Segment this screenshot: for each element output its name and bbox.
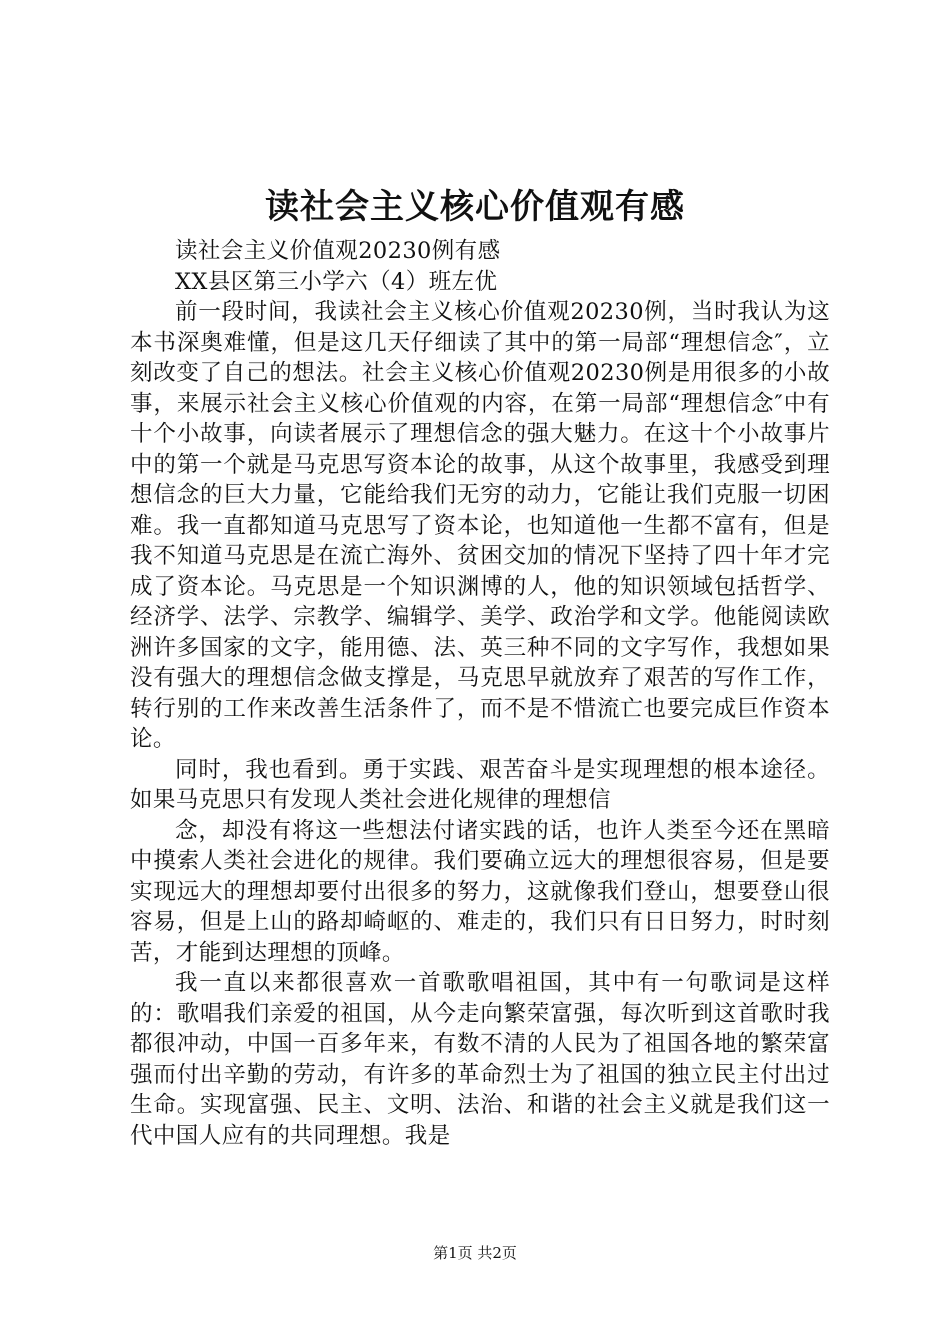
document-body [130, 236, 830, 1151]
page-number-footer: 第1页 共2页 [433, 1244, 517, 1262]
paragraph-4: 我一直以来都很喜欢一首歌歌唱祖国，其中有一句歌词是这样的：歌唱我们亲爱的祖国，从今走向繁荣富强，每次听到这首歌时我都很冲动，中国一百多年来，有数不清的人民为了祖国各地的繁荣富强而付出辛勤的劳动，有许多的革命烈士为了祖国的独立民主付出过生命。实现富强、民主、文明、法治、和谐的社会主义就是我们这一代中国人应有的共同理想。我是 [130, 970, 830, 1149]
paragraph-1: 前一段时间，我读社会主义核心价值观20230例，当时我认为这本书深奥难懂，但是这几天仔细读了其中的第一局部“理想信念″，立刻改变了自己的想法。社会主义核心价值观20230例是用很多的小故事，来展示社会主义核心价值观的内容，在第一局部“理想信念″中有十个小故事，向读者展示了理想信念的强大魅力。在这十个小故事片中的第一个就是马克思写资本论的故事，从这个故事里，我感受到理想信念的巨大力量，它能给我们无穷的动力，它能让我们克服一切困难。我一直都知道马克思写了资本论，也知道他一生都不富有，但是我不知道马克思是在流亡海外、贫困交加的情况下坚持了四十年才完成了资本论。马克思是一个知识渊博的人，他的知识领域包括哲学、经济学、法学、宗教学、编辑学、美学、政治学和文学。他能阅读欧洲许多国家的文字，能用德、法、英三种不同的文字写作，我想如果没有强大的理想信念做支撑是，马克思早就放弃了艰苦的写作工作，转行别的工作来改善生活条件了，而不是不惜流亡也要完成巨作资本论。 [130, 299, 830, 752]
document-title: 读社会主义核心价值观有感 [265, 187, 685, 227]
subtitle-line: 读社会主义价值观20230例有感 [175, 238, 501, 264]
paragraph-2: 同时，我也看到。勇于实践、艰苦奋斗是实现理想的根本途径。如果马克思只有发现人类社会进化规律的理想信 [130, 756, 830, 813]
author-line: XX县区第三小学六（4）班左优 [175, 268, 498, 295]
paragraph-3: 念，却没有将这一些想法付诸实践的话，也许人类至今还在黑暗中摸索人类社会进化的规律。我们要确立远大的理想很容易，但是要实现远大的理想却要付出很多的努力，这就像我们登山，想要登山很容易，但是上山的路却崎岖的、难走的，我们只有日日努力，时时刻苦，才能到达理想的顶峰。 [130, 817, 830, 966]
